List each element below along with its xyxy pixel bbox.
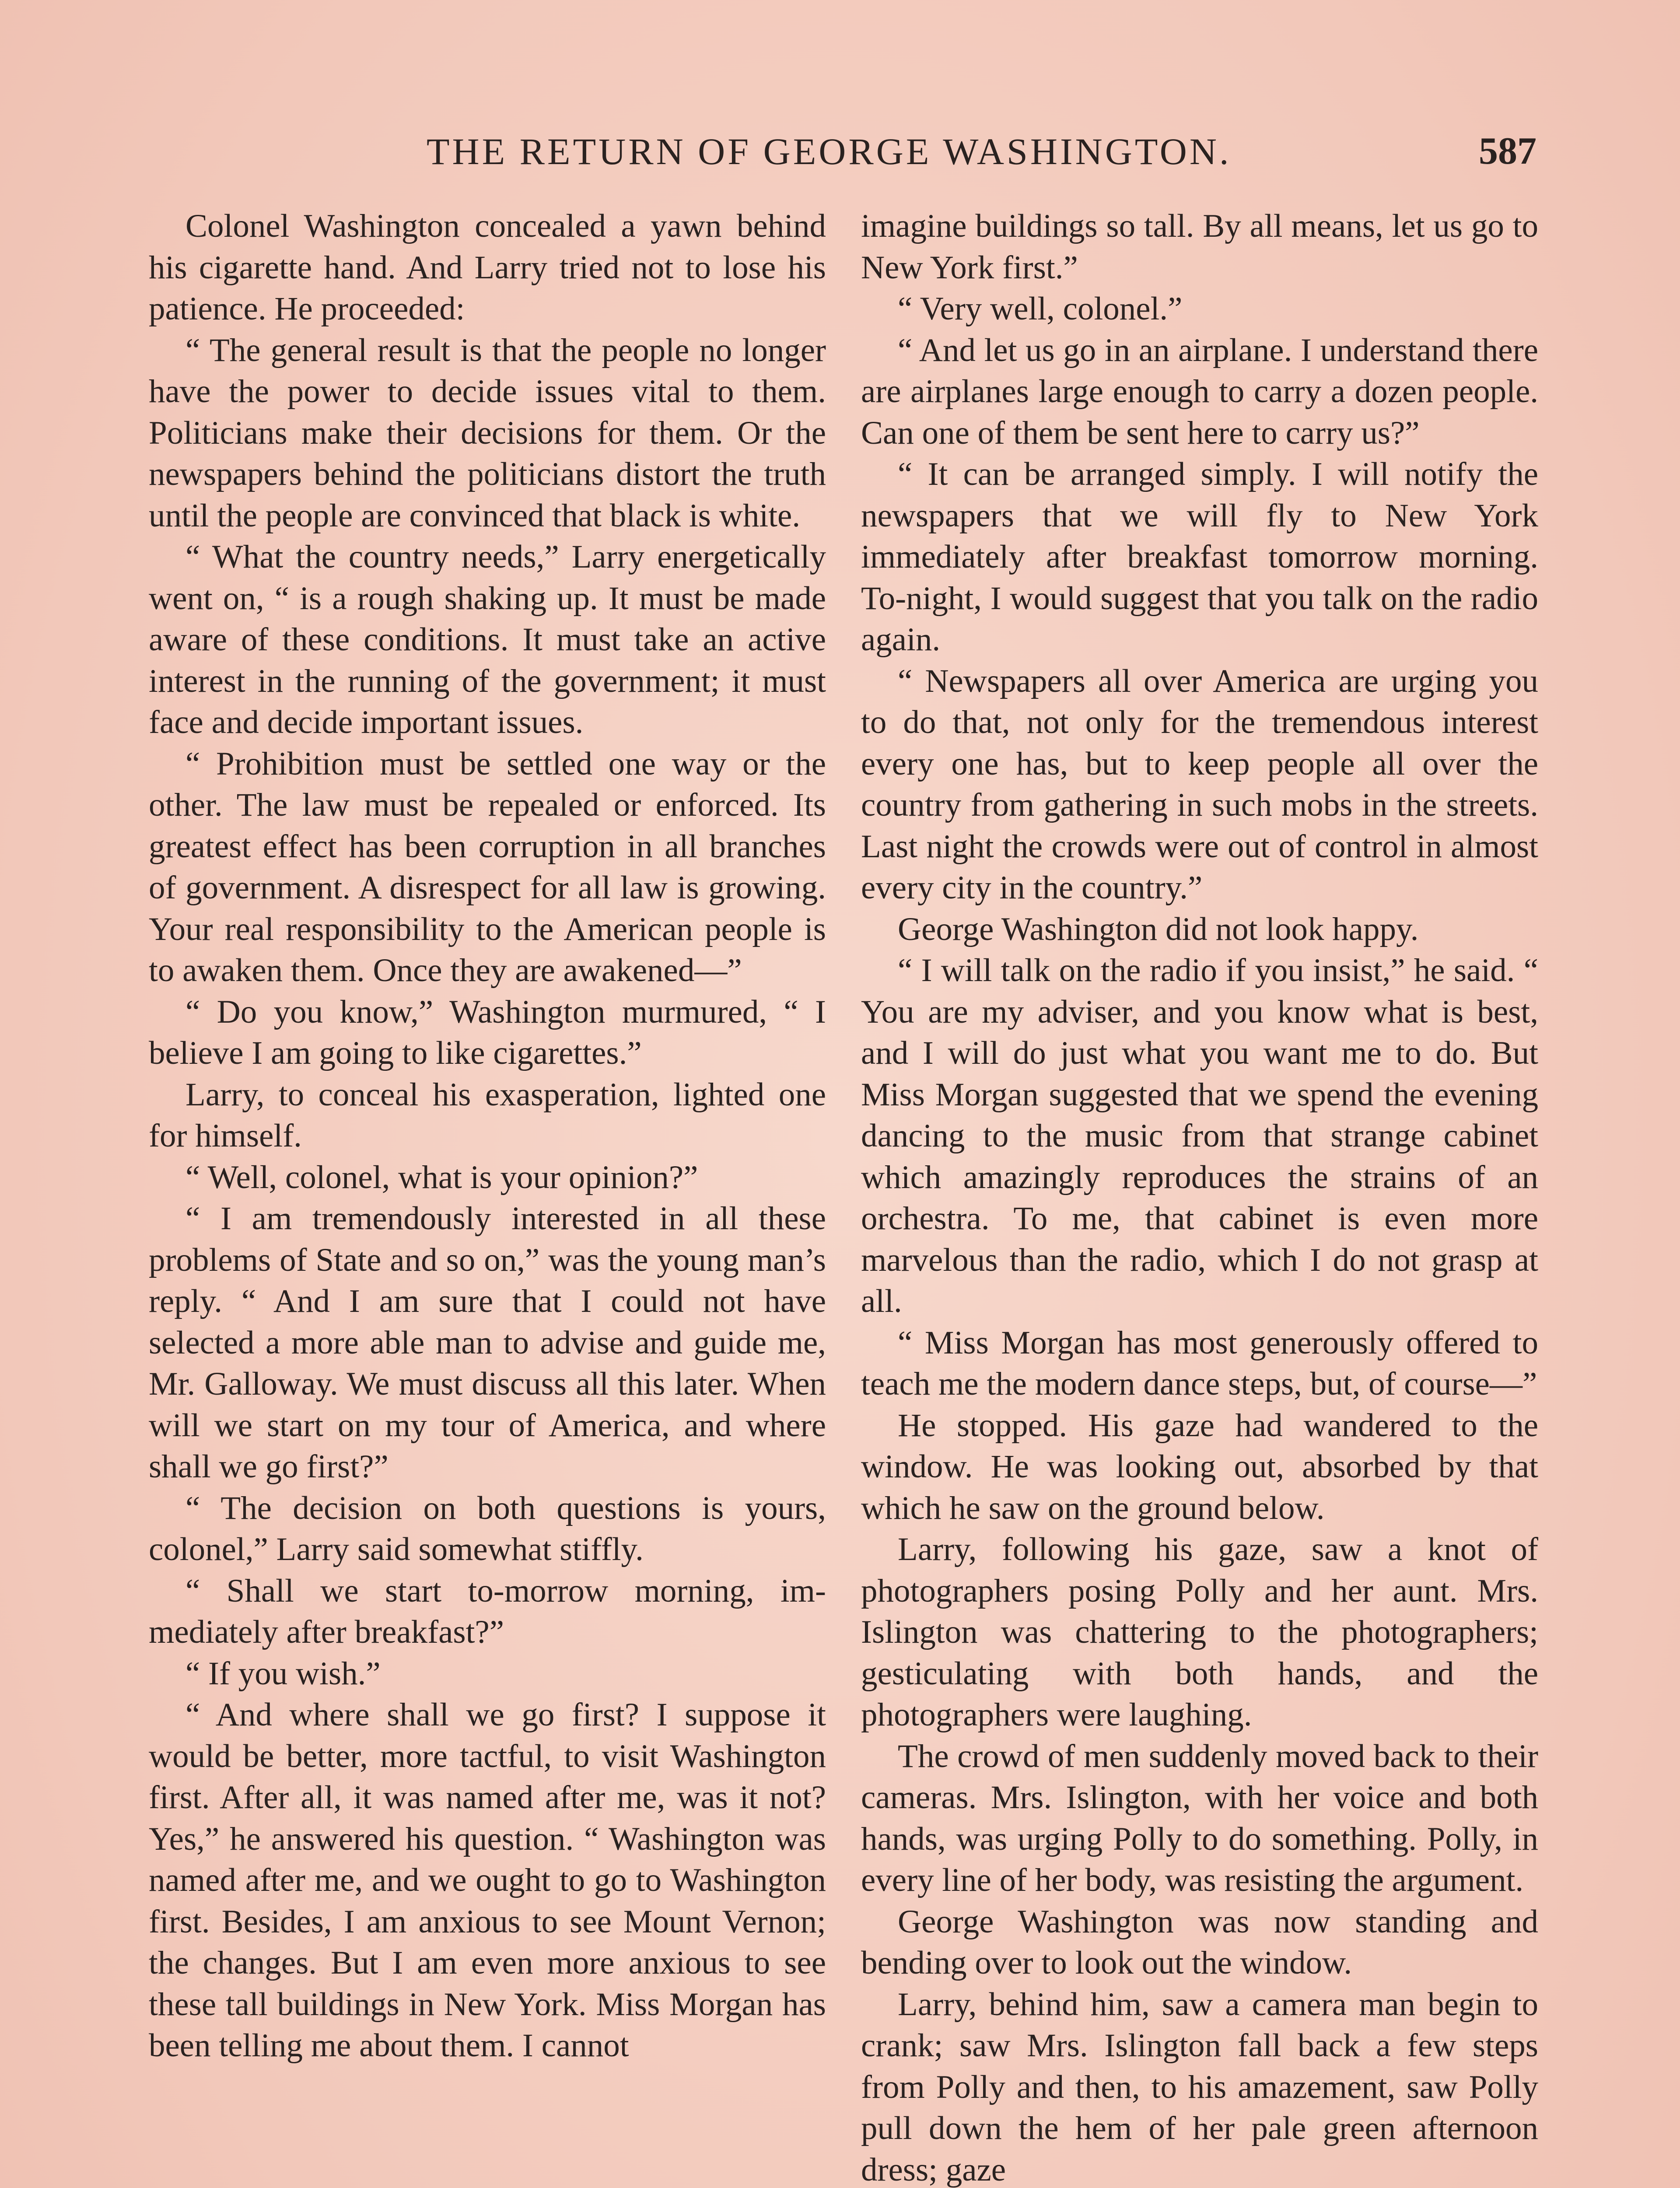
paragraph: “ It can be arranged simply. I will notify the newspapers that we will fly to New York immediately after breakfast tomorrow morning. To-night, I would suggest that you talk on the radio again. xyxy=(861,456,1538,658)
paragraph: “ Prohibition must be settled one way or the other. The law must be repealed or enforced. Its greatest effect has been corruption in all branches of government. A disrespect for all law is growing. Your real responsibility to the American people is to awaken them. Once they are awakened—” xyxy=(149,745,826,989)
paragraph: imagine buildings so tall. By all means, let us go to New York first.” xyxy=(861,208,1538,286)
paragraph: He stopped. His gaze had wandered to the window. He was looking out, absorbed by that which he saw on the ground below. xyxy=(861,1407,1538,1526)
paragraph: George Washington was now standing and bending over to look out the window. xyxy=(861,1903,1538,1981)
right-column xyxy=(861,206,1538,2188)
paragraph: “ Miss Morgan has most generously offered to teach me the modern dance steps, but, of course—” xyxy=(861,1324,1538,1402)
paragraph: The crowd of men suddenly moved back to their cameras. Mrs. Islington, with her voice and both hands, was urging Polly to do something. Polly, in every line of her body, was resisting the argument. xyxy=(861,1738,1538,1898)
page-number: 587 xyxy=(1479,130,1536,172)
paragraph: “ And where shall we go first? I suppose it would be better, more tactful, to visit Washington first. After all, it was named after me, was it not? Yes,” he answered his question. “ Washington was named after me, and we ought to go to Washington first. Besides, I am anxious to see Mount Vernon; the changes. But I am even more anxious to see these tall buildings in New York. Miss Morgan has been telling me about them. I cannot xyxy=(149,1697,826,2064)
running-header xyxy=(0,125,1680,178)
paragraph: Larry, to conceal his exasperation, lighted one for himself. xyxy=(149,1076,826,1154)
paragraph: “ Do you know,” Washington murmured, “ I believe I am going to like cigarettes.” xyxy=(149,993,826,1071)
paragraph: “ The decision on both questions is yours, colonel,” Larry said somewhat stiffly. xyxy=(149,1490,826,1567)
paragraph: “ If you wish.” xyxy=(186,1655,381,1692)
paragraph: “ What the country needs,” Larry energetically went on, “ is a rough shaking up. It must be made aware of these conditions. It must take an active interest in the running of the government; it must face and decide important issues. xyxy=(149,539,826,740)
paragraph: “ Very well, colonel.” xyxy=(898,291,1183,327)
left-column xyxy=(149,206,826,2188)
paragraph: “ I will talk on the radio if you insist,” he said. “ You are my adviser, and you know what is best, and I will do just what you want me to do. But Miss Morgan suggested that we spend the evening dancing to the music from that strange cabinet which amazingly reproduces the strains of an orchestra. To me, that cabinet is even more marvelous than the radio, which I do not grasp at all. xyxy=(861,952,1538,1319)
paragraph: “ Newspapers all over America are urging you to do that, not only for the tremendous interest every one has, but to keep people all over the country from gathering in such mobs in the streets. Last night the crowds were out of control in almost every city in the country.” xyxy=(861,663,1538,906)
paragraph: “ Shall we start to-morrow morning, immediately after breakfast?” xyxy=(149,1572,826,1650)
paragraph: Colonel Washington concealed a yawn behind his cigarette hand. And Larry tried not to lose his patience. He proceeded: xyxy=(149,208,826,327)
paragraph: Larry, following his gaze, saw a knot of photographers posing Polly and her aunt. Mrs. Islington was chattering to the photographers; gesticulating with both hands, and the photographers were laughing. xyxy=(861,1531,1538,1733)
paragraph: “ Well, colonel, what is your opinion?” xyxy=(186,1159,698,1196)
paragraph: “ I am tremendously interested in all these problems of State and so on,” was the young man’s reply. “ And I am sure that I could not have selected a more able man to advise and guide me, Mr. Galloway. We must discuss all this later. When will we start on my tour of America, and where shall we go first?” xyxy=(149,1200,826,1485)
paragraph: George Washington did not look happy. xyxy=(898,911,1419,947)
paragraph: “ The general result is that the people no longer have the power to decide issues vital to them. Politicians make their decisions for them. Or the newspapers behind the politicians distort the truth until the people are convinced that black is white. xyxy=(149,332,826,534)
running-title: THE RETURN OF GEORGE WASHINGTON. xyxy=(427,130,1232,172)
paragraph: Larry, behind him, saw a camera man begin to crank; saw Mrs. Islington fall back a few steps from Polly and then, to his amazement, saw Polly pull down the hem of her pale green afternoon dress; gaze xyxy=(861,1986,1538,2188)
paragraph: “ And let us go in an airplane. I understand there are airplanes large enough to carry a dozen people. Can one of them be sent here to carry us?” xyxy=(861,332,1538,451)
